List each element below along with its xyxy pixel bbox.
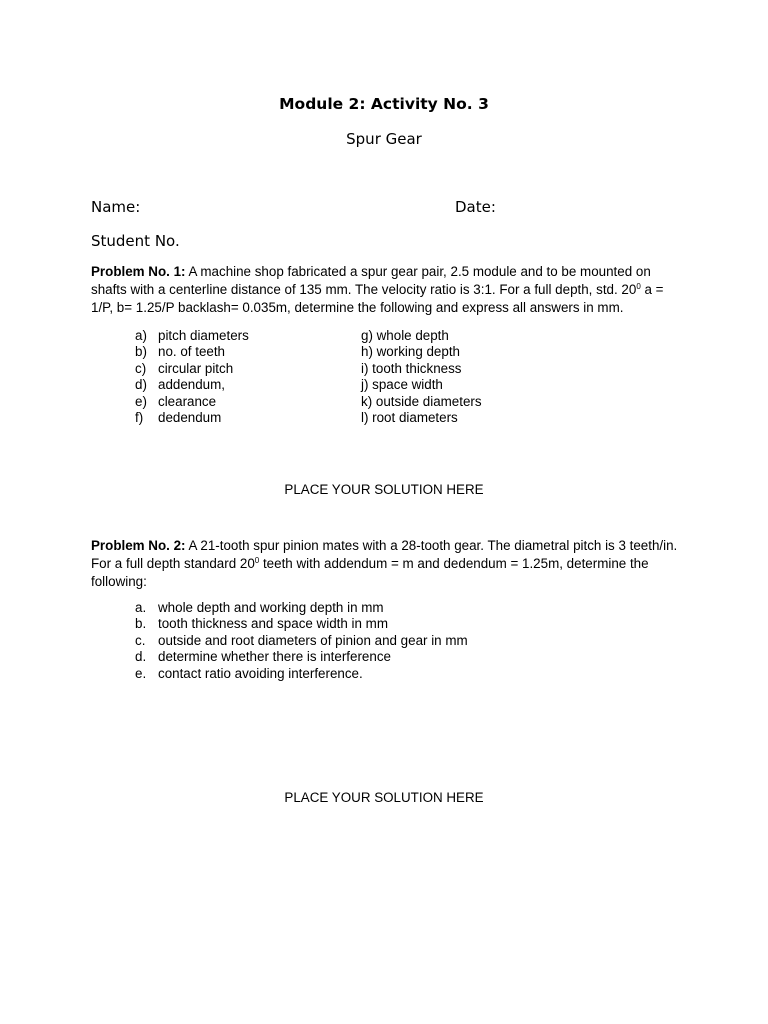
list-item: a. whole depth and working depth in mm xyxy=(135,600,384,615)
solution-placeholder-1: PLACE YOUR SOLUTION HERE xyxy=(284,482,484,497)
list-item: c. outside and root diameters of pinion and gear in mm xyxy=(135,632,468,648)
problem-1-statement xyxy=(91,263,681,317)
page-title: Module 2: Activity No. 3 xyxy=(279,95,489,113)
problem-2-text-b: teeth with addendum = m and dedendum = 1.25m, determine the following: xyxy=(91,556,649,589)
problem-1-text-a: A machine shop fabricated a spur gear pair, 2.5 module and to be mounted on shafts with a centerline distance of 135 mm. The velocity ratio is 3:1. For a full depth, std. 20 xyxy=(91,264,651,297)
solution-placeholder-2: PLACE YOUR SOLUTION HERE xyxy=(284,790,484,805)
list-item: c) circular pitch xyxy=(135,360,234,376)
list-item: b) no. of teeth xyxy=(135,344,226,360)
list-item: f) dedendum xyxy=(135,410,222,426)
page-subtitle: Spur Gear xyxy=(346,130,422,148)
degree-superscript: 0 xyxy=(254,556,260,565)
list-item: h) working depth xyxy=(361,344,460,360)
list-item: a) pitch diameters xyxy=(135,328,249,343)
date-label: Date: xyxy=(455,198,496,216)
list-item: i) tooth thickness xyxy=(361,360,462,376)
name-label: Name: xyxy=(91,198,141,216)
list-item: k) outside diameters xyxy=(361,393,482,409)
problem-1-list-right xyxy=(361,328,482,426)
degree-superscript: 0 xyxy=(636,282,641,291)
list-item: b. tooth thickness and space width in mm xyxy=(135,616,388,632)
problem-1-heading: Problem No. 1: xyxy=(91,264,186,279)
list-item: e) clearance xyxy=(135,393,217,409)
list-item: j) space width xyxy=(361,377,443,393)
list-item: d) addendum, xyxy=(135,377,226,393)
problem-1-text-b: a = 1/P, b= 1.25/P backlash= 0.035m, determine the following and express all answers in mm. xyxy=(91,282,664,315)
problem-2-text-a: A 21-tooth spur pinion mates with a 28-tooth gear. The diametral pitch is 3 teeth/in. For a full depth standard 20 xyxy=(91,538,678,571)
problem-2-statement xyxy=(91,537,681,591)
problem-2-list xyxy=(135,600,468,682)
problem-2-heading: Problem No. 2: xyxy=(91,538,186,553)
list-item: g) whole depth xyxy=(361,328,449,343)
student-no-label: Student No. xyxy=(91,232,180,250)
list-item: l) root diameters xyxy=(361,410,458,426)
list-item: d. determine whether there is interference xyxy=(135,649,391,665)
list-item: e. contact ratio avoiding interference. xyxy=(135,665,363,681)
problem-1-list-left xyxy=(135,328,249,426)
